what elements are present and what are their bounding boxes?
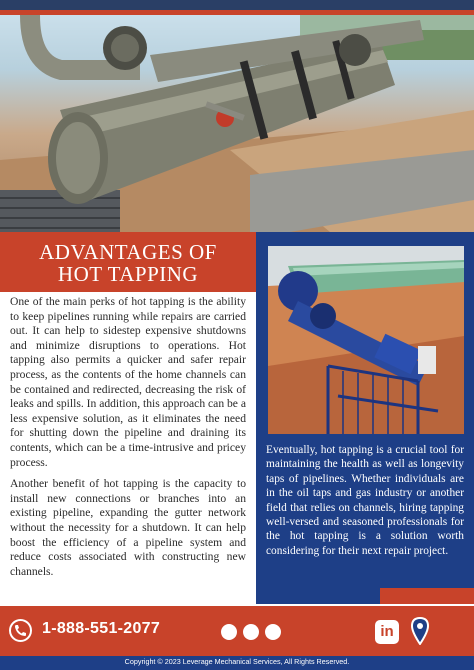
page-title-line-2: HOT TAPPING [57, 262, 199, 286]
hot-tapping-machine-photo [268, 246, 464, 434]
paragraph-main-perks: One of the main perks of hot tapping is the ability to keep pipelines running while repairs are carried out. It can help to sidestep expensive shutdowns and minimize disruptions to operations. Hot tapping also permits a quicker and safer repair process, as the contents of the home channels can be contained and redirected, decreasing the risk of leaks and spills. In addition, this approach can be a less expensive solution, as it eliminates the need for shutting down the pipeline and draining its contents, which can be a time-intrusive and pricey process. [10, 295, 246, 469]
dot-icon [221, 624, 237, 640]
linkedin-icon[interactable]: in [375, 620, 399, 644]
dot-icon [243, 624, 259, 640]
copyright-text: Copyright © 2023 Leverage Mechanical Services, All Rights Reserved. [124, 657, 350, 666]
left-text-column [10, 295, 246, 586]
phone-number-link[interactable]: 1-888-551-2077 [42, 620, 161, 637]
paragraph-another-benefit: Another benefit of hot tapping is the capacity to install new connections or branches into an existing pipeline, expanding the gutter network without the necessity for a shutdown. It can help boost the efficiency of a pipeline system and reduce costs associated with constructing new channels. [10, 477, 246, 578]
hero-image-pipeline [0, 0, 474, 232]
phone-icon[interactable] [9, 619, 32, 642]
page-title-line-1: ADVANTAGES OF [39, 240, 217, 264]
dot-icon [265, 624, 281, 640]
right-paragraph-conclusion: Eventually, hot tapping is a crucial tool for maintaining the health as well as longevity taps of pipelines. Whether individuals are in the oil taps and gas industry or another field that relies on channels, hiring tapping well-versed and seasoned professionals for the hot tapping is a solution worth considering for their next repair project. [266, 444, 464, 557]
pipeline-illustration [0, 0, 474, 232]
panel-accent-bar [380, 588, 474, 604]
tapping-machine-illustration [268, 246, 464, 434]
location-pin-icon[interactable] [409, 617, 431, 645]
